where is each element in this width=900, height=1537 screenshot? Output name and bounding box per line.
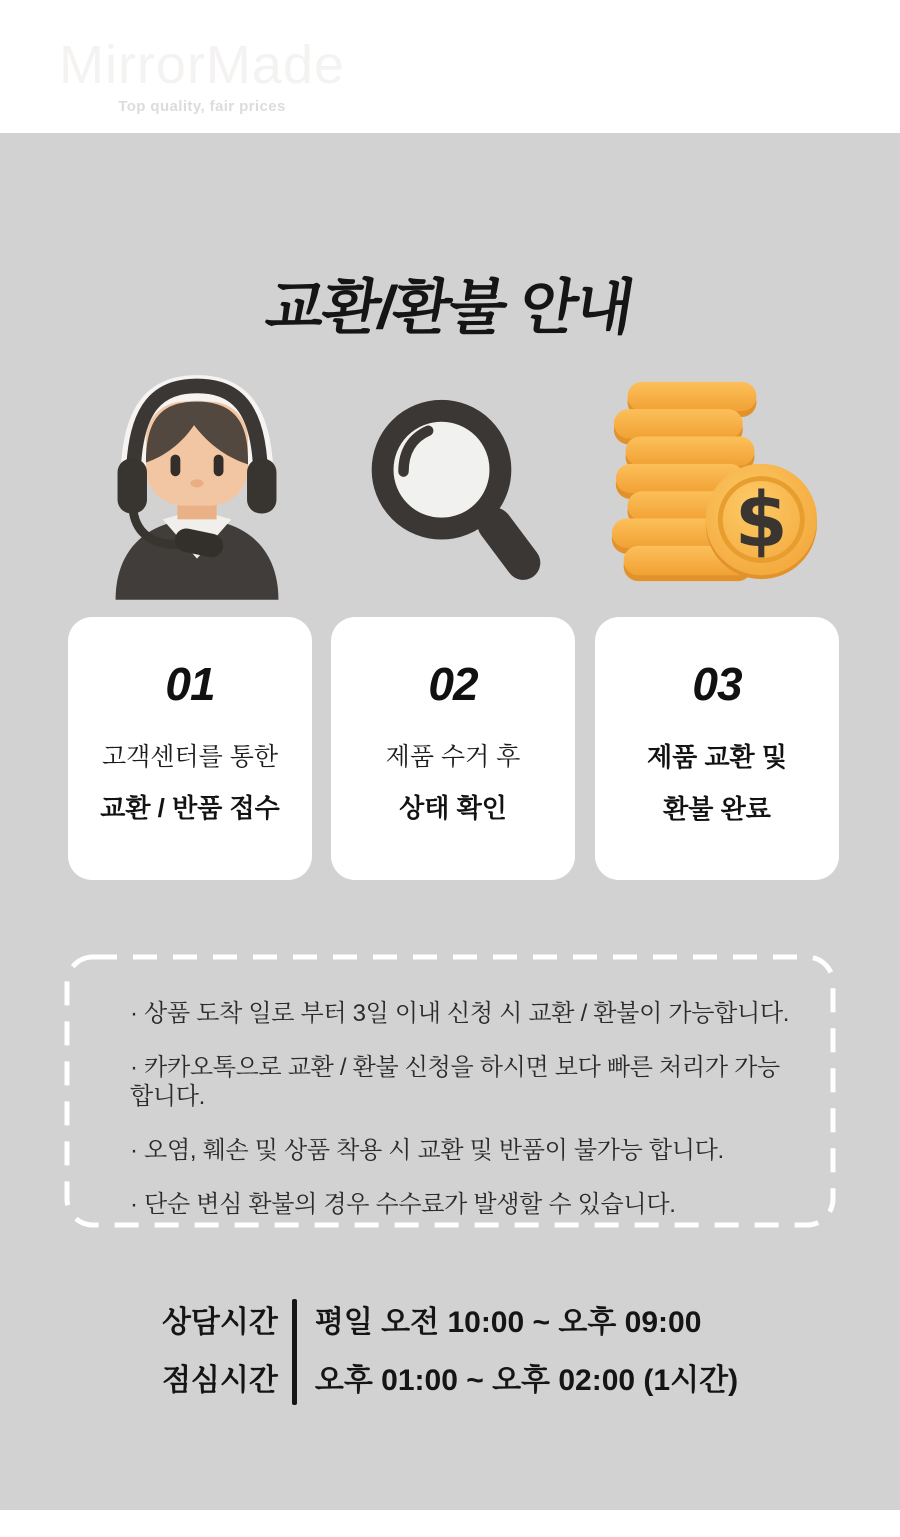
step-card-1	[68, 617, 312, 880]
step-line1: 제품 수거 후	[385, 743, 521, 771]
step-line1: 제품 교환 및	[646, 742, 788, 772]
hours-divider	[292, 1299, 297, 1405]
notice-item: · 상품 도착 일로 부터 3일 이내 신청 시 교환 / 환불이 가능합니다.	[130, 1000, 790, 1027]
hours-section	[0, 1294, 900, 1410]
hours-value-lunch: 오후 01:00 ~ 오후 02:00 (1시간)	[314, 1364, 739, 1397]
step-line2: 환불 완료	[663, 793, 771, 824]
step-number: 01	[165, 658, 215, 710]
magnifier-icon	[356, 382, 546, 584]
brand-header	[52, 36, 352, 115]
brand-tagline: Top quality, fair prices	[118, 98, 286, 116]
notice-box	[64, 954, 836, 1228]
step-number: 03	[692, 658, 742, 710]
step-line2: 교환 / 반품 접수	[100, 792, 280, 823]
step-card-2	[331, 617, 575, 880]
brand-logo: MirrorMade	[58, 35, 346, 95]
coin-stack-icon	[602, 374, 822, 584]
notice-item: · 오염, 훼손 및 상품 착용 시 교환 및 반품이 불가능 합니다.	[130, 1136, 724, 1164]
footer-strip	[0, 1510, 900, 1537]
step-card-3	[595, 617, 839, 880]
hours-values	[315, 1294, 738, 1410]
headset-agent-icon	[94, 372, 300, 600]
hours-label-lunch: 점심시간	[161, 1364, 278, 1397]
hours-labels	[162, 1294, 278, 1410]
step-number: 02	[428, 658, 478, 710]
notice-item: · 카카오톡으로 교환 / 환불 신청을 하시면 보다 빠른 처리가 가능합니다.	[130, 1054, 780, 1110]
notice-item: · 단순 변심 환불의 경우 수수료가 발생할 수 있습니다.	[130, 1191, 676, 1219]
step-line1: 고객센터를 통한	[102, 743, 278, 771]
svg-text:$: $	[734, 474, 788, 564]
step-line2: 상태 확인	[399, 792, 507, 823]
hours-label-consult: 상담시간	[161, 1306, 278, 1339]
hours-value-consult: 평일 오전 10:00 ~ 오후 09:00	[314, 1306, 702, 1339]
page-title: 교환/환불 안내	[261, 274, 638, 342]
